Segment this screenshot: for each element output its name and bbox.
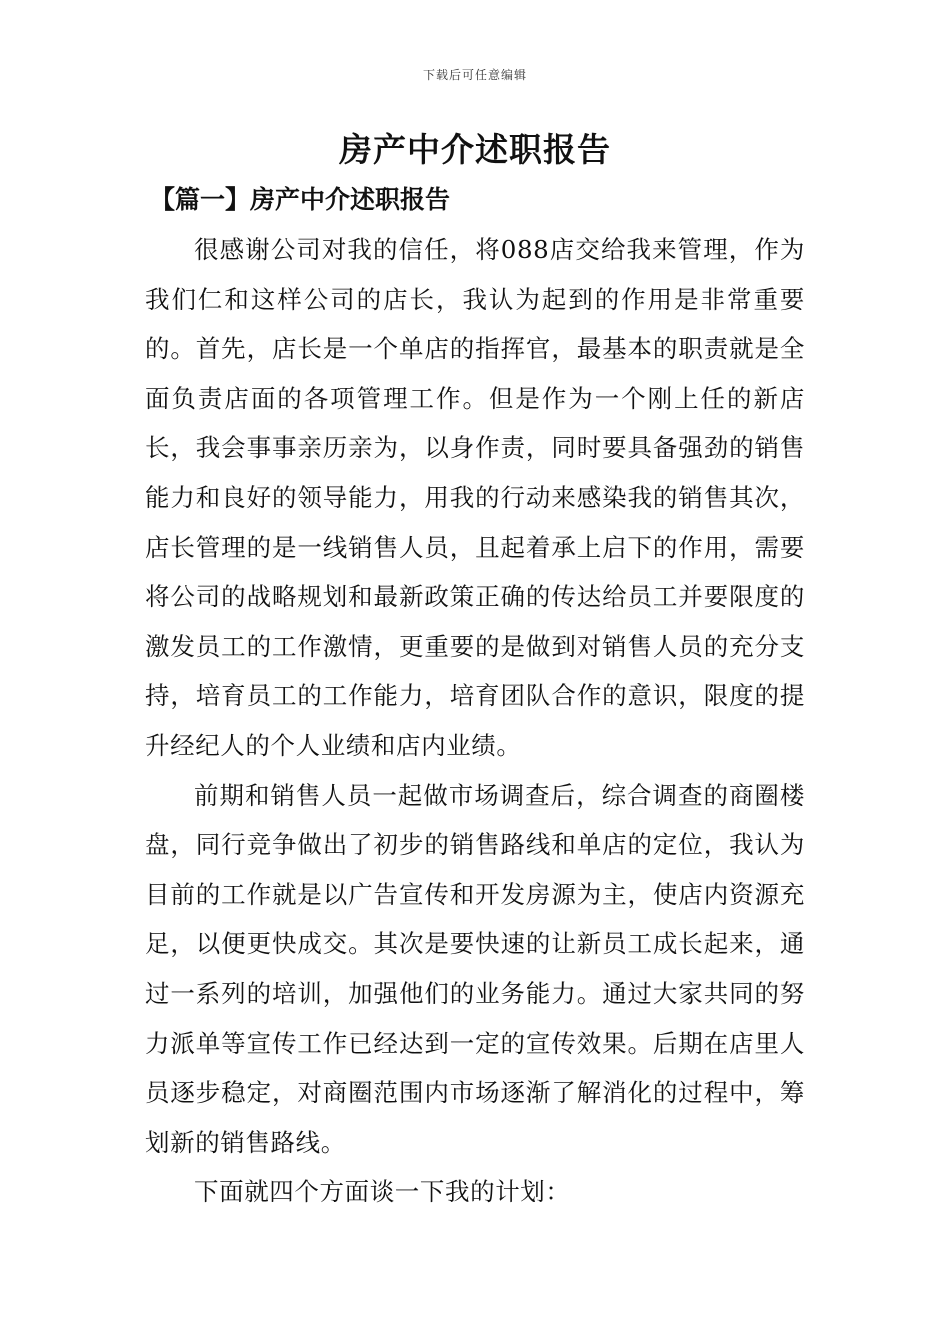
document-title: 房产中介述职报告 (339, 130, 611, 169)
paragraph: 很感谢公司对我的信任，将088店交给我来管理，作为我们仁和这样公司的店长，我认为起到的作用是非常重要的。首先，店长是一个单店的指挥官，最基本的职责就是全面负责店面的各项管理工作。但是作为一个刚上任的新店长，我会事事亲历亲为，以身作责，同时要具备强劲的销售能力和良好的领导能力，用我的行动来感染我的销售其次，店长管理的是一线销售人员，且起着承上启下的作用，需要将公司的战略规划和最新政策正确的传达给员工并要限度的激发员工的工作激情，更重要的是做到对销售人员的充分支持，培育员工的工作能力，培育团队合作的意识，限度的提升经纪人的个人业绩和店内业绩。 (145, 235, 805, 760)
paragraph: 下面就四个方面谈一下我的计划： (194, 1177, 571, 1207)
header-note: 下载后可任意编辑 (422, 68, 527, 82)
body-text (145, 225, 805, 1217)
paragraph: 前期和销售人员一起做市场调查后，综合调查的商圈楼盘，同行竞争做出了初步的销售路线和单店的定位，我认为目前的工作就是以广告宣传和开发房源为主，使店内资源充足，以便更快成交。其次是要快速的让新员工成长起来，通过一系列的培训，加强他们的业务能力。通过大家共同的努力派单等宣传工作已经达到一定的宣传效果。后期在店里人员逐步稳定，对商圈范围内市场逐渐了解消化的过程中，筹划新的销售路线。 (145, 780, 805, 1157)
section-heading: 【篇一】房产中介述职报告 (150, 185, 451, 214)
